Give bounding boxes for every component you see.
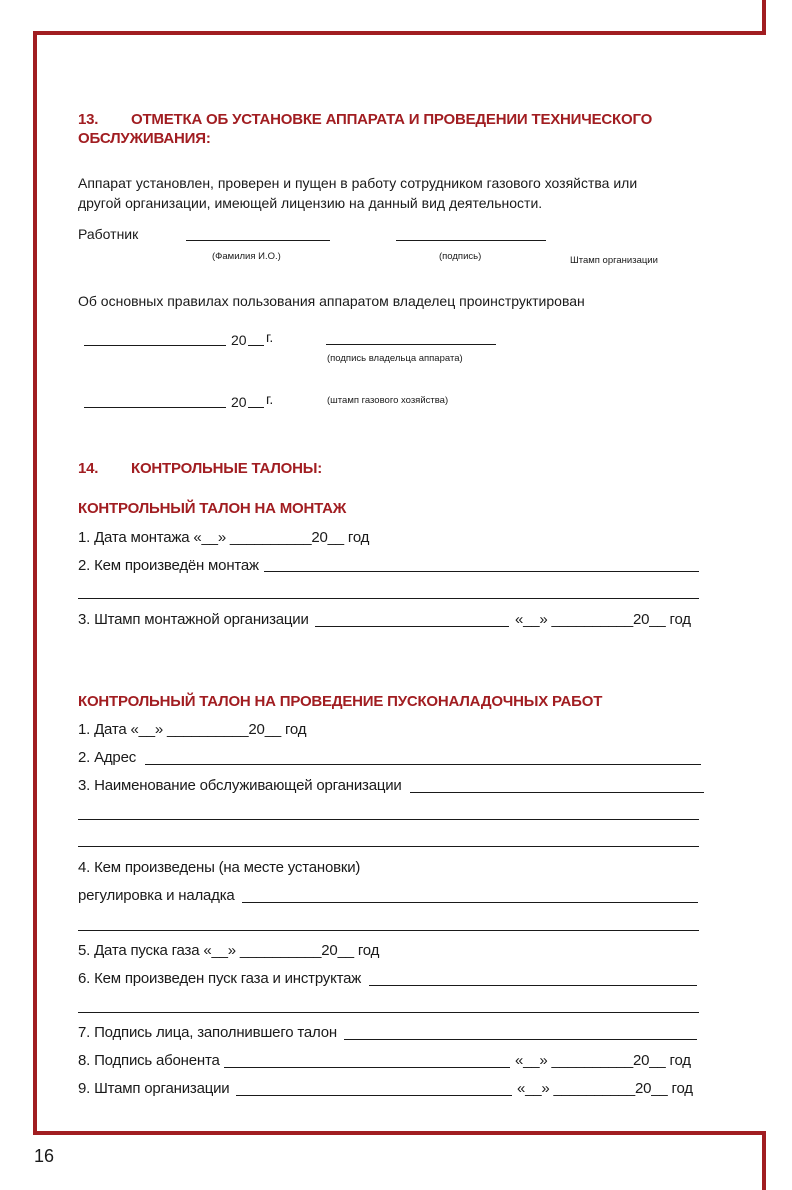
comm-item-8: 8. Подпись абонента	[78, 1052, 220, 1069]
comm-item-6-field[interactable]	[78, 1012, 699, 1013]
mount-item-2-field[interactable]	[78, 598, 699, 599]
date-field[interactable]	[84, 345, 226, 346]
frame-border	[33, 31, 37, 1134]
comm-item-3-field[interactable]	[78, 819, 699, 820]
frame-border	[33, 31, 766, 35]
section-14-number: 14.	[78, 460, 99, 477]
section-14-title: КОНТРОЛЬНЫЕ ТАЛОНЫ:	[131, 460, 323, 477]
frame-border	[762, 1131, 766, 1190]
worker-signature-field[interactable]	[396, 240, 546, 241]
page-number: 16	[34, 1146, 55, 1166]
mount-coupon-title: КОНТРОЛЬНЫЙ ТАЛОН НА МОНТАЖ	[78, 500, 347, 517]
comm-item-6: 6. Кем произведен пуск газа и инструктаж	[78, 970, 362, 987]
frame-border	[762, 0, 766, 34]
year-suffix: г.	[266, 329, 274, 345]
comm-item-3-field[interactable]	[78, 846, 699, 847]
mount-item-1: 1. Дата монтажа «__» __________20__ год	[78, 529, 370, 546]
comm-item-1: 1. Дата «__» __________20__ год	[78, 721, 307, 738]
comm-item-4-cont: регулировка и наладка	[78, 887, 235, 904]
section-13-title-cont: ОБСЛУЖИВАНИЯ:	[78, 130, 211, 147]
mount-item-3: 3. Штамп монтажной организации	[78, 611, 309, 628]
worker-name-field[interactable]	[186, 240, 330, 241]
org-stamp-caption: Штамп организации	[570, 255, 658, 266]
mount-item-2: 2. Кем произведён монтаж	[78, 557, 259, 574]
comm-item-4-field[interactable]	[242, 902, 698, 903]
comm-item-4: 4. Кем произведены (на месте установки)	[78, 859, 361, 876]
year-prefix: 20	[231, 332, 247, 348]
comm-item-9-field[interactable]	[236, 1095, 512, 1096]
year-field[interactable]	[248, 345, 264, 346]
comm-item-4-field[interactable]	[78, 930, 699, 931]
comm-item-3-field[interactable]	[410, 792, 704, 793]
comm-item-6-field[interactable]	[369, 985, 697, 986]
commissioning-coupon-title: КОНТРОЛЬНЫЙ ТАЛОН НА ПРОВЕДЕНИЕ ПУСКОНАЛАДОЧНЫХ РАБОТ	[78, 693, 603, 710]
owner-signature-field[interactable]	[326, 344, 496, 345]
comm-item-3: 3. Наименование обслуживающей организации	[78, 777, 402, 794]
comm-item-2: 2. Адрес	[78, 749, 137, 766]
comm-item-5: 5. Дата пуска газа «__» __________20__ год	[78, 942, 380, 959]
gas-stamp-caption: (штамп газового хозяйства)	[327, 395, 449, 406]
install-text: Аппарат установлен, проверен и пущен в работу сотрудником газового хозяйства или	[78, 175, 638, 191]
date-field[interactable]	[84, 407, 226, 408]
comm-item-7-field[interactable]	[344, 1039, 697, 1040]
install-text: другой организации, имеющей лицензию на данный вид деятельности.	[78, 195, 543, 211]
year-prefix: 20	[231, 394, 247, 410]
comm-item-9: 9. Штамп организации	[78, 1080, 230, 1097]
worker-label: Работник	[78, 226, 139, 242]
signature-caption: (подпись)	[439, 251, 482, 262]
instructed-text: Об основных правилах пользования аппаратом владелец проинструктирован	[78, 293, 585, 309]
mount-item-2-field[interactable]	[264, 571, 699, 572]
year-suffix: г.	[266, 391, 274, 407]
mount-item-3-date: «__» __________20__ год	[515, 611, 691, 628]
mount-item-3-field[interactable]	[315, 626, 509, 627]
comm-item-8-date: «__» __________20__ год	[515, 1052, 691, 1069]
comm-item-7: 7. Подпись лица, заполнившего талон	[78, 1024, 337, 1041]
comm-item-9-date: «__» __________20__ год	[517, 1080, 693, 1097]
comm-item-8-field[interactable]	[224, 1067, 510, 1068]
frame-border	[33, 1131, 766, 1135]
section-13-title: ОТМЕТКА ОБ УСТАНОВКЕ АППАРАТА И ПРОВЕДЕНИИ ТЕХНИЧЕСКОГО	[131, 111, 653, 128]
owner-signature-caption: (подпись владельца аппарата)	[327, 353, 463, 364]
year-field[interactable]	[248, 407, 264, 408]
name-caption: (Фамилия И.О.)	[212, 251, 281, 262]
comm-item-2-field[interactable]	[145, 764, 701, 765]
section-13-number: 13.	[78, 111, 99, 128]
